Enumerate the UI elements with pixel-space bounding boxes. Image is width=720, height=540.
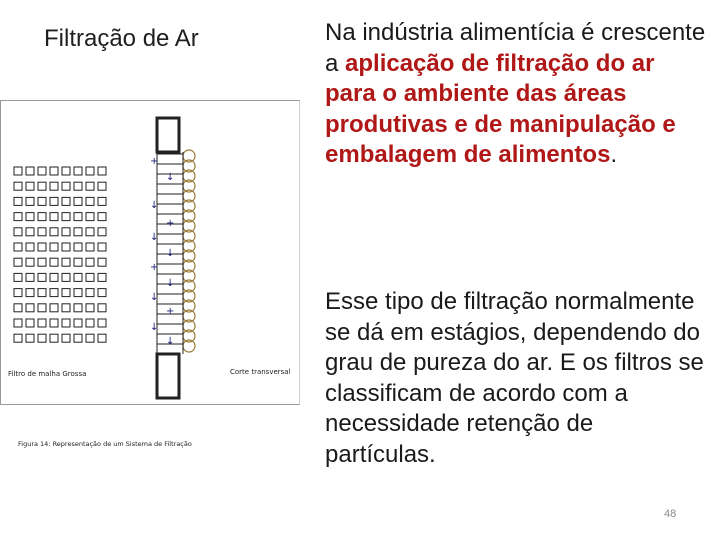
mesh-cell (86, 304, 94, 312)
coarse-mesh-filter (10, 162, 114, 348)
mesh-cell (62, 228, 70, 236)
airflow-arrow-icon: ↓ (166, 172, 175, 183)
mesh-cell (50, 243, 58, 251)
mesh-cell (50, 273, 58, 281)
mesh-cell (14, 334, 22, 342)
mesh-cell (62, 243, 70, 251)
mesh-cell (38, 167, 46, 175)
mesh-cell (38, 319, 46, 327)
mesh-cell (74, 258, 82, 266)
mesh-cell (26, 197, 34, 205)
mesh-cell (50, 289, 58, 297)
mesh-cell (14, 289, 22, 297)
mesh-cell (86, 273, 94, 281)
mesh-cell (98, 273, 106, 281)
mesh-cell (98, 258, 106, 266)
mesh-cell (86, 289, 94, 297)
mesh-cell (14, 167, 22, 175)
mesh-cell (98, 197, 106, 205)
mesh-cell (50, 213, 58, 221)
mesh-cell (38, 243, 46, 251)
mesh-cell (86, 243, 94, 251)
mesh-cell (74, 213, 82, 221)
mesh-cell (98, 228, 106, 236)
mesh-cell (86, 258, 94, 266)
mesh-cell (26, 273, 34, 281)
mesh-cell (26, 228, 34, 236)
mesh-cell (86, 319, 94, 327)
filtration-diagram (0, 100, 300, 405)
mesh-cell (62, 319, 70, 327)
mesh-cell (98, 167, 106, 175)
mesh-cell (50, 167, 58, 175)
airflow-arrow-icon: ↓ (150, 232, 159, 243)
mesh-cell (74, 289, 82, 297)
mesh-cell (50, 258, 58, 266)
paragraph1-highlight: aplicação de filtração do ar para o ambiente das áreas produtivas e de manipulação e embalagem de alimentos (325, 49, 676, 168)
mesh-cell (50, 334, 58, 342)
mesh-cell (98, 304, 106, 312)
mesh-cell (14, 304, 22, 312)
mesh-cell (86, 167, 94, 175)
mesh-cell (62, 334, 70, 342)
airflow-arrow-icon: ↓ (150, 200, 159, 211)
mesh-cell (26, 167, 34, 175)
mesh-cell (86, 334, 94, 342)
page-number: 48 (664, 508, 677, 520)
mesh-cell (86, 228, 94, 236)
mesh-cell (38, 334, 46, 342)
mesh-cell (86, 182, 94, 190)
airflow-arrow-icon: ↓ (166, 336, 175, 347)
mesh-cell (74, 273, 82, 281)
mesh-cell (86, 213, 94, 221)
mesh-cell (38, 182, 46, 190)
mesh-cell (14, 258, 22, 266)
airflow-arrow-icon: ↓ (150, 322, 159, 333)
airflow-arrow-icon: + (166, 306, 175, 317)
mesh-cell (98, 243, 106, 251)
mesh-cell (38, 197, 46, 205)
airflow-arrow-icon: ↓ (150, 292, 159, 303)
filter-frame-bottom (157, 354, 179, 398)
slide-title: Filtração de Ar (44, 25, 199, 52)
mesh-cell (98, 182, 106, 190)
mesh-cell (74, 304, 82, 312)
mesh-cell (74, 319, 82, 327)
mesh-cell (26, 289, 34, 297)
paragraph1-end: . (610, 141, 618, 168)
mesh-cell (14, 228, 22, 236)
airflow-arrows (150, 156, 174, 347)
mesh-cell (26, 243, 34, 251)
mesh-cell (74, 197, 82, 205)
mesh-cell (50, 182, 58, 190)
mesh-cell (74, 243, 82, 251)
mesh-cell (38, 304, 46, 312)
mesh-cell (98, 319, 106, 327)
mesh-cell (14, 243, 22, 251)
airflow-arrow-icon: + (150, 156, 159, 167)
mesh-cell (74, 334, 82, 342)
mesh-cell (62, 213, 70, 221)
mesh-cell (14, 182, 22, 190)
figure-caption: Figura 14: Representação de um Sistema de Filtração (18, 440, 192, 448)
mesh-cell (50, 304, 58, 312)
mesh-cell (74, 182, 82, 190)
mesh-cell (26, 258, 34, 266)
filter-frame-top (157, 118, 179, 152)
mesh-cell (14, 197, 22, 205)
mesh-cell (26, 334, 34, 342)
airflow-arrow-icon: ↓ (166, 278, 175, 289)
mesh-cell (62, 289, 70, 297)
paragraph-food-industry (325, 18, 710, 171)
mesh-cell (62, 258, 70, 266)
mesh-cell (38, 258, 46, 266)
mesh-cell (38, 273, 46, 281)
airflow-arrow-icon: ↓ (166, 248, 175, 259)
mesh-cell (50, 319, 58, 327)
mesh-cell (14, 273, 22, 281)
mesh-cell (14, 319, 22, 327)
mesh-cell (50, 228, 58, 236)
cross-section-label: Corte transversal (230, 368, 291, 376)
mesh-cell (38, 289, 46, 297)
mesh-cell (62, 304, 70, 312)
mesh-cell (62, 273, 70, 281)
mesh-cell (98, 213, 106, 221)
mesh-cell (62, 182, 70, 190)
mesh-cell (26, 213, 34, 221)
mesh-cell (98, 334, 106, 342)
mesh-cell (86, 197, 94, 205)
mesh-cell (74, 167, 82, 175)
cross-section-filter (157, 118, 195, 398)
airflow-arrow-icon: + (150, 262, 159, 273)
mesh-cell (74, 228, 82, 236)
paragraph1-text: Na indústria alimentícia é crescente a (325, 19, 706, 77)
mesh-cell (62, 197, 70, 205)
mesh-cell (14, 213, 22, 221)
mesh-cell (50, 197, 58, 205)
mesh-cell (98, 289, 106, 297)
mesh-cell (26, 304, 34, 312)
paragraph-filtration-stages: Esse tipo de filtração normalmente se dá em estágios, dependendo do grau de pureza do ar. E os filtros se classificam de acordo com a necessidade retenção de partículas. (325, 288, 704, 468)
mesh-cell (62, 167, 70, 175)
coarse-filter-label: Filtro de malha Grossa (8, 370, 87, 378)
airflow-arrow-icon: + (166, 218, 175, 229)
mesh-cell (38, 228, 46, 236)
mesh-cell (26, 182, 34, 190)
mesh-cell (26, 319, 34, 327)
mesh-cell (38, 213, 46, 221)
